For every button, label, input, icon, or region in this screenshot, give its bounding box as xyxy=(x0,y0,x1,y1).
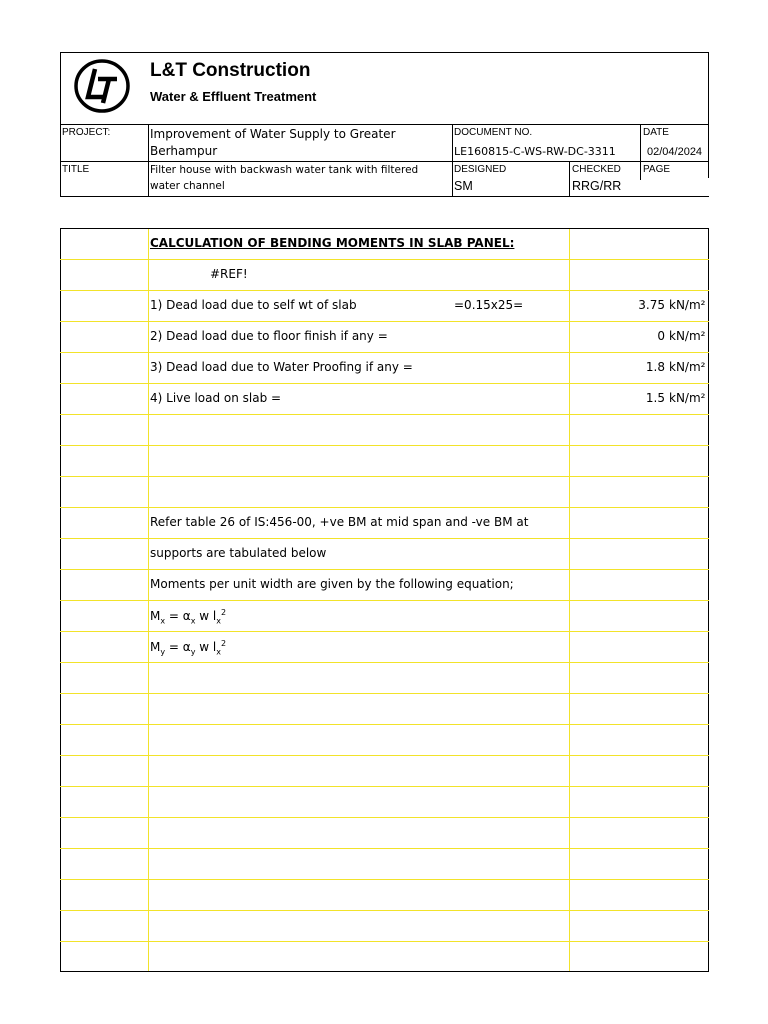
equation-my: $M_y = \alpha_y$ w $l_x^2$ xyxy=(150,639,227,657)
title-line-1: Filter house with backwash water tank with filtered xyxy=(150,164,419,176)
calc-heading: CALCULATION OF BENDING MOMENTS IN SLAB PANEL: xyxy=(150,236,515,250)
load-3-value: 1.8 xyxy=(645,360,665,374)
title-block-bottom-border xyxy=(60,196,709,197)
grid-row-line xyxy=(60,693,709,694)
grid-row-line xyxy=(60,631,709,632)
grid-row-line xyxy=(60,724,709,725)
load-4-desc: 4) Live load on slab = xyxy=(150,391,282,405)
grid-row-line xyxy=(60,817,709,818)
grid-row-line xyxy=(60,879,709,880)
grid-top-border xyxy=(60,228,709,229)
grid-row-line xyxy=(60,352,709,353)
title-block-right-border xyxy=(708,52,709,178)
title-block-top-border xyxy=(60,52,709,53)
designed-value: SM xyxy=(454,179,473,193)
col-divider-3 xyxy=(569,161,570,196)
load-2-unit: kN/m² xyxy=(669,329,706,343)
grid-row-line xyxy=(60,910,709,911)
grid-row-line xyxy=(60,600,709,601)
designed-label: DESIGNED xyxy=(454,164,507,175)
project-label: PROJECT: xyxy=(62,127,111,138)
document-number-value: LE160815-C-WS-RW-DC-3311 xyxy=(454,145,616,158)
load-3-desc: 3) Dead load due to Water Proofing if any = xyxy=(150,360,413,374)
note-line-1: Refer table 26 of IS:456-00, +ve BM at mid span and -ve BM at xyxy=(150,515,529,529)
date-value: 02/04/2024 xyxy=(647,146,703,158)
grid-row-line xyxy=(60,538,709,539)
project-line-1: Improvement of Water Supply to Greater xyxy=(150,127,396,141)
load-4-value: 1.5 xyxy=(645,391,665,405)
equation-mx: $M_x = \alpha_x$ w $l_x^2$ xyxy=(150,608,227,626)
lt-logo-icon xyxy=(73,57,131,115)
grid-row-line xyxy=(60,476,709,477)
title-line-2: water channel xyxy=(150,180,225,192)
grid-row-line xyxy=(60,507,709,508)
load-4-unit: kN/m² xyxy=(669,391,706,405)
division-name: Water & Effluent Treatment xyxy=(150,89,317,104)
load-2-value: 0 xyxy=(657,329,665,343)
grid-row-line xyxy=(60,941,709,942)
title-label: TITLE xyxy=(62,164,90,175)
ref-error-cell: #REF! xyxy=(210,267,248,281)
grid-row-line xyxy=(60,290,709,291)
project-line-2: Berhampur xyxy=(150,144,218,158)
grid-row-line xyxy=(60,786,709,787)
company-name: L&T Construction xyxy=(150,60,311,81)
note-line-3: Moments per unit width are given by the following equation; xyxy=(150,577,514,591)
load-3-unit: kN/m² xyxy=(669,360,706,374)
checked-label: CHECKED xyxy=(572,164,621,175)
grid-row-line xyxy=(60,383,709,384)
load-1-unit: kN/m² xyxy=(669,298,706,312)
grid-bottom-border xyxy=(60,971,709,972)
grid-row-line xyxy=(60,848,709,849)
grid-row-line xyxy=(60,414,709,415)
load-1-value: 3.75 xyxy=(638,298,665,312)
checked-value: RRG/RR xyxy=(572,179,622,193)
note-line-2: supports are tabulated below xyxy=(150,546,327,560)
grid-row-line xyxy=(60,445,709,446)
header-divider xyxy=(60,124,709,125)
load-1-formula: =0.15x25= xyxy=(454,298,524,312)
grid-row-line xyxy=(60,569,709,570)
grid-row-line xyxy=(60,755,709,756)
col-divider-4 xyxy=(640,124,641,180)
date-label: DATE xyxy=(643,127,669,138)
page-label: PAGE xyxy=(643,164,671,175)
col-divider-2 xyxy=(452,124,453,196)
load-1-desc: 1) Dead load due to self wt of slab xyxy=(150,298,357,312)
document-number-label: DOCUMENT NO. xyxy=(454,127,533,138)
grid-row-line xyxy=(60,259,709,260)
grid-row-line xyxy=(60,321,709,322)
col-divider-1 xyxy=(148,124,149,196)
grid-row-line xyxy=(60,662,709,663)
load-2-desc: 2) Dead load due to floor finish if any = xyxy=(150,329,388,343)
